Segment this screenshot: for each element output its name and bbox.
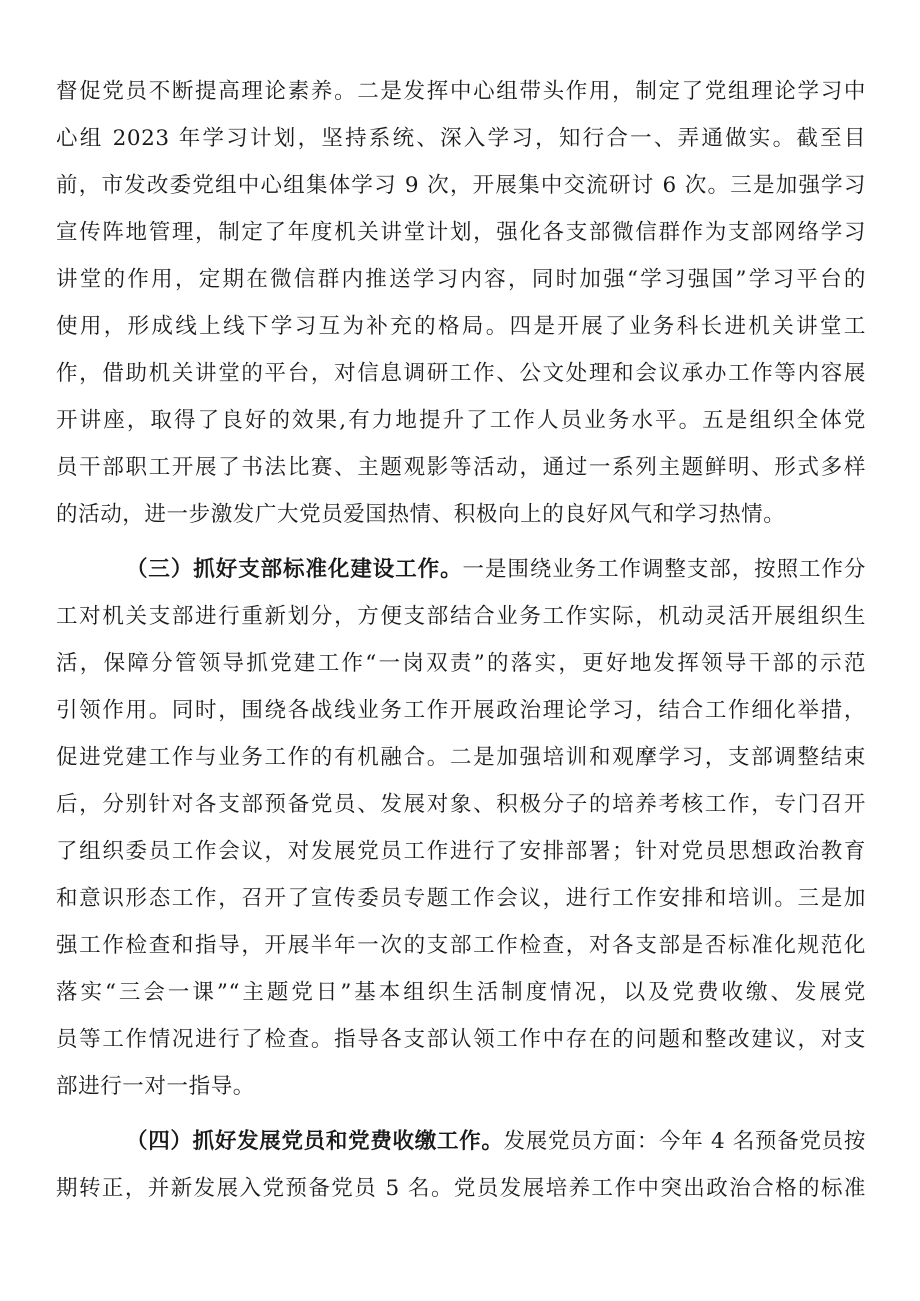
document-body	[56, 68, 866, 1212]
text-line: 工对机关支部进行重新划分，方便支部结合业务工作实际，机动灵活开展组织生	[56, 604, 866, 629]
paragraph-gap	[56, 1110, 866, 1118]
text-line: 活，保障分管领导抓党建工作“一岗双责”的落实，更好地发挥领导干部的示范	[56, 651, 866, 676]
text-line: 落实“三会一课”“主题党日”基本组织生活制度情况，以及党费收缴、发展党	[56, 980, 866, 1005]
text-line: 使用，形成线上线下学习互为补充的格局。四是开展了业务科长进机关讲堂工	[56, 314, 866, 339]
text-line: 员干部职工开展了书法比赛、主题观影等活动，通过一系列主题鲜明、形式多样	[56, 455, 866, 480]
section-3-first-line	[56, 546, 866, 593]
text-line: 了组织委员工作会议，对发展党员工作进行了安排部署；针对党员思想政治教育	[56, 839, 866, 864]
section-4-heading: （四）抓好发展党员和党费收缴工作。	[126, 1129, 504, 1154]
text-line: 督促党员不断提高理论素养。二是发挥中心组带头作用，制定了党组理论学习中	[56, 79, 866, 104]
section-4-first-line-text: 发展党员方面：今年 4 名预备党员按	[503, 1129, 866, 1154]
text-line: 员等工作情况进行了检查。指导各支部认领工作中存在的问题和整改建议，对支	[56, 1027, 866, 1052]
text-line: 引领作用。同时，围绕各战线业务工作开展政治理论学习，结合工作细化举措，	[56, 698, 866, 723]
text-line: 后，分别针对各支部预备党员、发展对象、积极分子的培养考核工作，专门召开	[56, 792, 866, 817]
paragraph-gap	[56, 538, 866, 546]
section-4-first-line	[56, 1118, 866, 1165]
text-line: 的活动，进一步激发广大党员爱国热情、积极向上的良好风气和学习热情。	[56, 502, 786, 527]
text-line: 促进党建工作与业务工作的有机融合。二是加强培训和观摩学习，支部调整结束	[56, 745, 866, 770]
text-line: 和意识形态工作，召开了宣传委员专题工作会议，进行工作安排和培训。三是加	[56, 886, 866, 911]
text-line: 讲堂的作用，定期在微信群内推送学习内容，同时加强“学习强国”学习平台的	[56, 267, 866, 292]
text-line: 作，借助机关讲堂的平台，对信息调研工作、公文处理和会议承办工作等内容展	[56, 361, 866, 386]
text-line: 宣传阵地管理，制定了年度机关讲堂计划，强化各支部微信群作为支部网络学习	[56, 220, 866, 245]
text-line: 前，市发改委党组中心组集体学习 9 次，开展集中交流研讨 6 次。三是加强学习	[56, 173, 866, 198]
section-4	[56, 1118, 866, 1212]
section-3-heading: （三）抓好支部标准化建设工作。	[126, 557, 463, 582]
section-3-first-line-text: 一是围绕业务工作调整支部，按照工作分	[462, 557, 866, 582]
section-3	[56, 546, 866, 1110]
text-line: 心组 2023 年学习计划，坚持系统、深入学习，知行合一、弄通做实。截至目	[56, 126, 866, 151]
text-line: 强工作检查和指导，开展半年一次的支部工作检查，对各支部是否标准化规范化	[56, 933, 866, 958]
text-line: 开讲座，取得了良好的效果,有力地提升了工作人员业务水平。五是组织全体党	[56, 408, 866, 433]
paragraph-1	[56, 68, 866, 538]
text-line: 部进行一对一指导。	[56, 1074, 255, 1099]
text-line: 期转正，并新发展入党预备党员 5 名。党员发展培养工作中突出政治合格的标准	[56, 1176, 866, 1201]
